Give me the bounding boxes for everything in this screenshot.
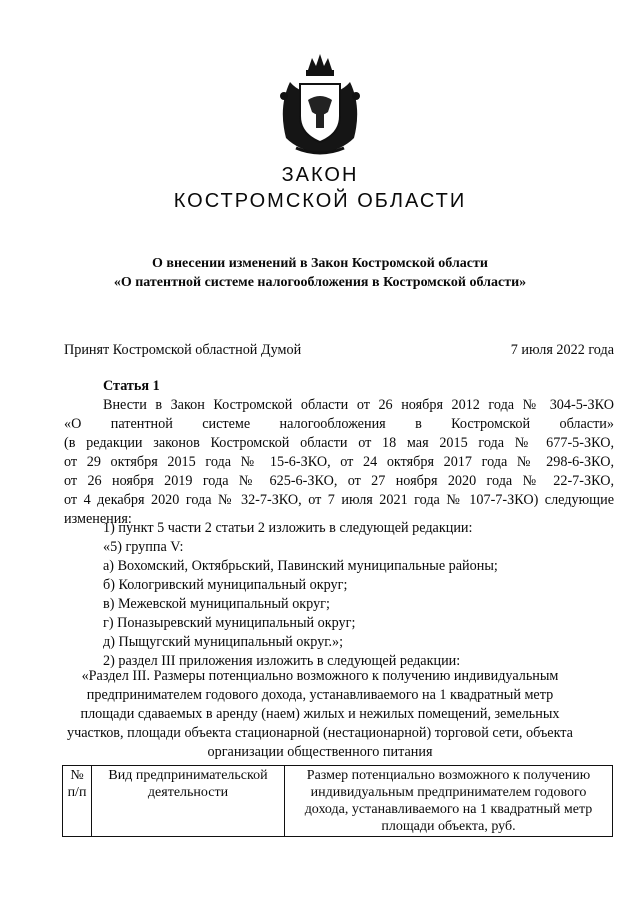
law-title: ЗАКОН [281,164,359,186]
adopted-by: Принят Костромской областной Думой [64,342,302,358]
header-text: № [70,768,84,783]
list-item: 1) пункт 5 части 2 статьи 2 изложить в следующей редакции: [103,520,473,536]
list-item: а) Вохомский, Октябрьский, Павинский муниципальные районы; [103,558,498,574]
header-text: Размер потенциально возможного к получению [306,768,591,783]
income-table [62,765,613,837]
paragraph-line: изменения: [64,511,132,527]
region-title: КОСТРОМСКОЙ ОБЛАСТИ [173,190,467,212]
adopted-date: 7 июля 2022 года [510,342,614,358]
section-heading-line: площади сдаваемых в аренду (наем) жилых и нежилых помещений, земельных [80,706,560,722]
law-subject-line2: «О патентной системе налогообложения в Костромской области» [113,275,527,290]
article-heading: Статья 1 [103,378,160,394]
paragraph-line: от 26 ноября 2019 года № 625-6-ЗКО, от 27 ноября 2020 года № 22-7-ЗКО, [64,473,614,489]
section-heading-line: «Раздел III. Размеры потенциально возможного к получению индивидуальным [81,668,559,684]
table-header-row [63,766,613,837]
list-item: 2) раздел III приложения изложить в следующей редакции: [103,653,461,669]
section-heading-line: организации общественного питания [207,744,433,760]
section-heading-line: участков, площади объекта стационарной (нестационарной) торговой сети, объекта [67,725,573,741]
col-number-header [63,766,92,837]
paragraph-line: Внести в Закон Костромской области от 26 ноября 2012 года № 304-5-ЗКО [103,397,614,413]
paragraph-line: от 29 октября 2015 года № 15-6-ЗКО, от 24 октября 2017 года № 298-6-ЗКО, [64,454,614,470]
coat-of-arms-icon [270,52,370,158]
list-item: д) Пыщугский муниципальный округ.»; [103,634,344,650]
header-text: индивидуальным предпринимателем годового [310,785,587,800]
law-subject-line1: О внесении изменений в Закон Костромской области [152,256,488,271]
header-text: площади объекта, руб. [381,819,516,834]
list-item: «5) группа V: [103,539,184,555]
paragraph-line: от 4 декабря 2020 года № 32-7-ЗКО, от 7 июля 2021 года № 107-7-ЗКО) следующие [64,492,614,508]
paragraph-line: «О патентной системе налогообложения в Костромской области» [64,416,614,432]
header-text: дохода, устанавливаемого на 1 квадратный метр [304,802,593,817]
col-activity-header [92,766,285,837]
header-text: Вид предпринимательской [108,768,268,783]
list-item: г) Поназыревский муниципальный округ; [103,615,356,631]
paragraph-line: (в редакции законов Костромской области от 18 мая 2015 года № 677-5-ЗКО, [64,435,614,451]
col-income-header [285,766,613,837]
header-text: деятельности [147,785,229,800]
list-item: б) Кологривский муниципальный округ; [103,577,348,593]
section-heading-line: предпринимателем годового дохода, устанавливаемого на 1 квадратный метр [86,687,554,703]
list-item: в) Межевской муниципальный округ; [103,596,330,612]
header-text: п/п [67,785,87,800]
